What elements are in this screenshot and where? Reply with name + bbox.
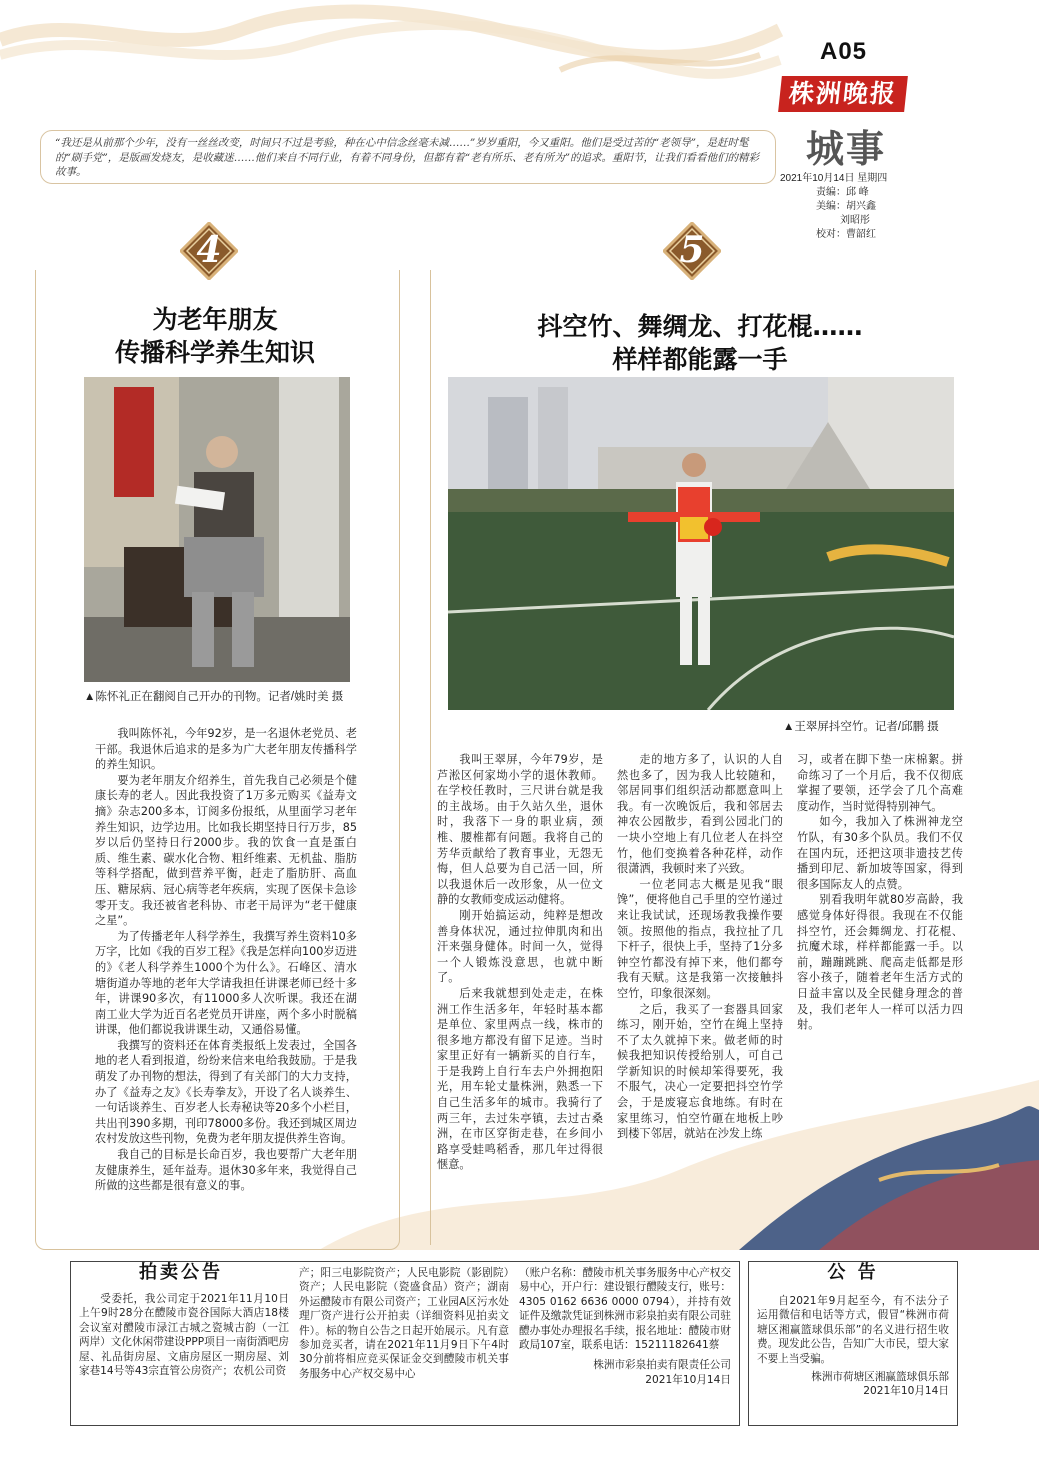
auction-notice-text: （账户名称：醴陵市机关事务服务中心产权交易中心，开户行：建设银行醴陵支行，账号：4305 0162 6636 0000 0794），并持有效证件及缴款凭证到株洲市彩泉拍卖有限公司驻醴办事处办理报名手续，报名地址：醴陵市财政局107室，联系电话：15211182641蔡 [519,1267,731,1352]
auction-notice-text: 产；阳三电影院资产；人民电影院（影剧院）资产；人民电影院（瓷盛食品）资产；湖南外运醴陵市有限公司资产；工业园A区污水处理厂资产进行公开拍卖（详细资料见拍卖文件）。标的物自公告之日起开始展示。凡有意参加竞买者，请在2021年11月9日下午4时30分前将相应竞买保证金交到醴陵市机关事务服务中心产权交易中心 [299,1267,509,1380]
story4-paragraph: 要为老年朋友介绍养生，首先我自己必须是个健康长寿的老人。因此我投资了1万多元购买《益寿文摘》杂志200多本，订阅多份报纸，从里面学习老年养生知识，边学边用。比如我长期坚持日行万步，85岁以后仍坚持日行2000步。我的饮食一直是蛋白质、维生素、碳水化合物、粗纤维素、无机盐、脂肪等科学搭配，做到营养平衡，赶走了脂肪肝、高血压、糖尿病、冠心病等老年疾病，实现了医保卡急诊零开支。我还被省老科协、市老干局评为“老干健康之星”。 [95,773,357,928]
story4-paragraph: 为了传播老年人科学养生，我撰写养生资料10多万字，比如《我的百岁工程》《我是怎样向100岁迈进的》《老人科学养生1000个为什么》。石峰区、清水塘街道办等地的老年大学请我担任讲课老师已经十多年，讲课90多次，有11000多人次听课。我还在湖南工业大学为近百名老党员开讲座，两个多小时脱稿讲课，他们都说我讲课生动，又通俗易懂。 [95,929,357,1037]
proofreader-credit: 校对：曹韶红 [816,229,876,240]
story5-paragraph: 刚开始搞运动，纯粹是想改善身体状况，通过拉伸肌肉和出汗来强身健体。时间一久，觉得一个人锻炼没意思，也就中断了。 [437,908,603,985]
auction-signature: 株洲市彩泉拍卖有限责任公司 [593,1359,731,1372]
story4-headline-line1: 为老年朋友 [152,305,278,334]
man-reading-photo [84,377,350,682]
story5-badge [663,222,721,280]
editor-credit: 责编：邱 峰 [816,187,869,198]
public-notice-body [757,1294,949,1399]
auction-date: 2021年10月14日 [645,1373,731,1386]
story5-column-2 [617,752,783,1142]
story5-headline-line2: 样样都能露一手 [612,345,788,374]
story4-headline [70,303,360,369]
story4-paragraph: 我叫陈怀礼，今年92岁，是一名退休老党员、老干部。我退休后追求的是多为广大老年朋友传播科学的养生知识。 [95,727,357,772]
story5-headline [500,310,900,376]
public-notice-date: 2021年10月14日 [863,1385,949,1398]
story4-badge [180,222,238,280]
issue-meta [780,172,887,242]
page-number: A05 [820,38,868,65]
auction-notice-text: 受委托，我公司定于2021年11月10日上午9时28分在醴陵市瓷谷国际大酒店18楼会议室对醴陵市渌江古城之瓷城古韵（一江两岸）文化休闲带建设PPP项目一南街酒吧房屋、礼品街房屋、文庙房屋区一期房屋、刘家巷14号等43宗直管公房资产；农机公司资 [79,1293,289,1378]
story4-paragraph: 我自己的目标是长命百岁，我也要帮广大老年朋友健康养生，延年益寿。退休30多年来，我觉得自己所做的这些都是很有意义的事。 [95,1148,357,1193]
auction-notice [70,1261,740,1426]
story5-badge-number: 5 [679,229,705,271]
art-editor-credit: 美编：胡兴鑫 [816,201,876,212]
auction-notice-col2 [299,1266,509,1381]
story5-paragraph: 习，或者在脚下垫一床棉絮。拼命练习了一个月后，我不仅彻底掌握了要领，还学会了几个高难度动作，当时觉得特别神气。 [797,753,963,813]
story5-headline-line1: 抖空竹、舞绸龙、打花棍…… [537,312,863,341]
story4-body [95,726,357,1194]
section-title: 城事 [806,126,887,171]
auction-notice-col1 [79,1292,289,1378]
woman-diabolo-photo [448,377,954,710]
intro-box: “我还是从前那个少年，没有一丝丝改变，时间只不过是考验，种在心中信念丝毫未减……”岁岁重阳，今又重阳。他们是受过苦的“老领导”，是赶时髦的“刷手党”，是版画发烧友，是收藏迷……他们来自不同行业，有着不同身份，但都有着“老有所乐、老有所为”的追求。重阳节，让我们看看他们的精彩故事。 [40,130,776,184]
story5-paragraph: 之后，我买了一套器具回家练习，刚开始，空竹在绳上坚持不了太久就掉下来。做老师的时候我把知识传授给别人，可自己学新知识的时候却笨得要死，我不服气，决心一定要把抖空竹学会，于是废寝忘食地练。有时在家里练习，怕空竹砸在地板上吵到楼下邻居，就站在沙发上练 [617,1002,783,1141]
story4-photo [84,377,350,682]
story4-badge-number: 4 [196,229,222,271]
story5-column-3 [797,752,963,1033]
story4-paragraph: 我撰写的资料还在体育类报纸上发表过，全国各地的老人看到报道，纷纷来信来电给我鼓励。于是我萌发了办刊物的想法，得到了有关部门的大力支持，办了《益寿之友》《长寿拳友》，开设了名人谈养生、一句话谈养生、百岁老人长寿秘诀等20多个小栏目，共出刊390多期，刊印78000多份。我还到城区周边农村发放这些刊物，免费为老年朋友提供养生咨询。 [95,1038,357,1146]
story5-photo-caption: ▲王翠屏抖空竹。记者/邱鹏 摄 [783,721,939,733]
paper-logo: 株洲晚报 [778,76,908,112]
auction-notice-col3 [519,1266,731,1387]
issue-date: 2021年10月14日 星期四 [780,173,888,184]
public-notice-text: 自2021年9月起至今，有不法分子运用微信和电话等方式，假冒“株洲市荷塘区湘赢篮球俱乐部”的名义进行招生收费。现发此公告，告知广大市民，望大家不要上当受骗。 [757,1295,949,1365]
story4-headline-line2: 传播科学养生知识 [114,338,315,367]
public-notice-signature: 株洲市荷塘区湘赢篮球俱乐部 [811,1371,949,1384]
story5-paragraph: 我叫王翠屏，今年79岁，是芦淞区何家坳小学的退休教师。在学校任教时，三尺讲台就是我的主战场。由于久站久坐，退休时，我落下一身的职业病，颈椎、腰椎都有问题。我将自己的芳华贡献给了教育事业，无怨无悔，但人总要为自己活一回，所以我退休后一改形象，从一位文静的女教师变成运动健将。 [437,753,603,907]
story4-photo-caption: ▲陈怀礼正在翻阅自己开办的刊物。记者/姚时美 摄 [84,691,344,703]
story5-paragraph: 如今，我加入了株洲神龙空竹队，有30多个队员。我们不仅在国内玩，还把这项非遗技艺传播到印尼、新加坡等国家，得到很多国际友人的点赞。 [797,815,963,891]
public-notice-title: 公 告 [827,1262,879,1283]
story5-paragraph: 别看我明年就80岁高龄，我感觉身体好得很。我现在不仅能抖空竹，还会舞绸龙、打花棍、抗魔术球，样样都能露一手。以前，蹦蹦跳跳、爬高走低都是形容小孩子，随着老年生活方式的日益丰富以及全民健身理念的普及，我们老年人一样可以活力四射。 [797,893,963,1032]
auction-notice-title: 拍卖公告 [139,1262,223,1283]
public-notice [748,1261,958,1426]
story5-paragraph: 走的地方多了，认识的人自然也多了，因为我人比较随和，邻居同事们组织活动都愿意叫上我。有一次晚饭后，我和邻居去神农公园散步，看到公园北门的一块小空地上有几位老人在抖空竹，他们变换着各种花样，动作很潇洒，我顿时来了兴致。 [617,753,783,876]
story5-paragraph: 一位老同志大概是见我“眼馋”，便将他自己手里的空竹递过来让我试试，还现场教我操作要领。按照他的指点，我拉扯了几下杆子，很快上手，坚持了1分多钟空竹都没有掉下来，他们都夸我有天赋。这是我第一次接触抖空竹，印象很深刻。 [617,877,783,1000]
art-editor-credit-2: 刘昭彤 [840,215,870,226]
story5-column-1 [437,752,603,1173]
story5-paragraph: 后来我就想到处走走，在株洲工作生活多年，年轻时基本都是单位、家里两点一线，株市的很多地方都没有留下足迹。当时家里正好有一辆新买的自行车，于是我跨上自行车去户外拥抱阳光，用车轮丈量株洲，熟悉一下自己生活多年的城市。我骑行了两三年，去过朱亭镇，去过古桑洲，在市区穿街走巷，在乡间小路享受蛙鸣稻香，那几年过得很惬意。 [437,986,603,1172]
story5-photo [448,377,954,710]
